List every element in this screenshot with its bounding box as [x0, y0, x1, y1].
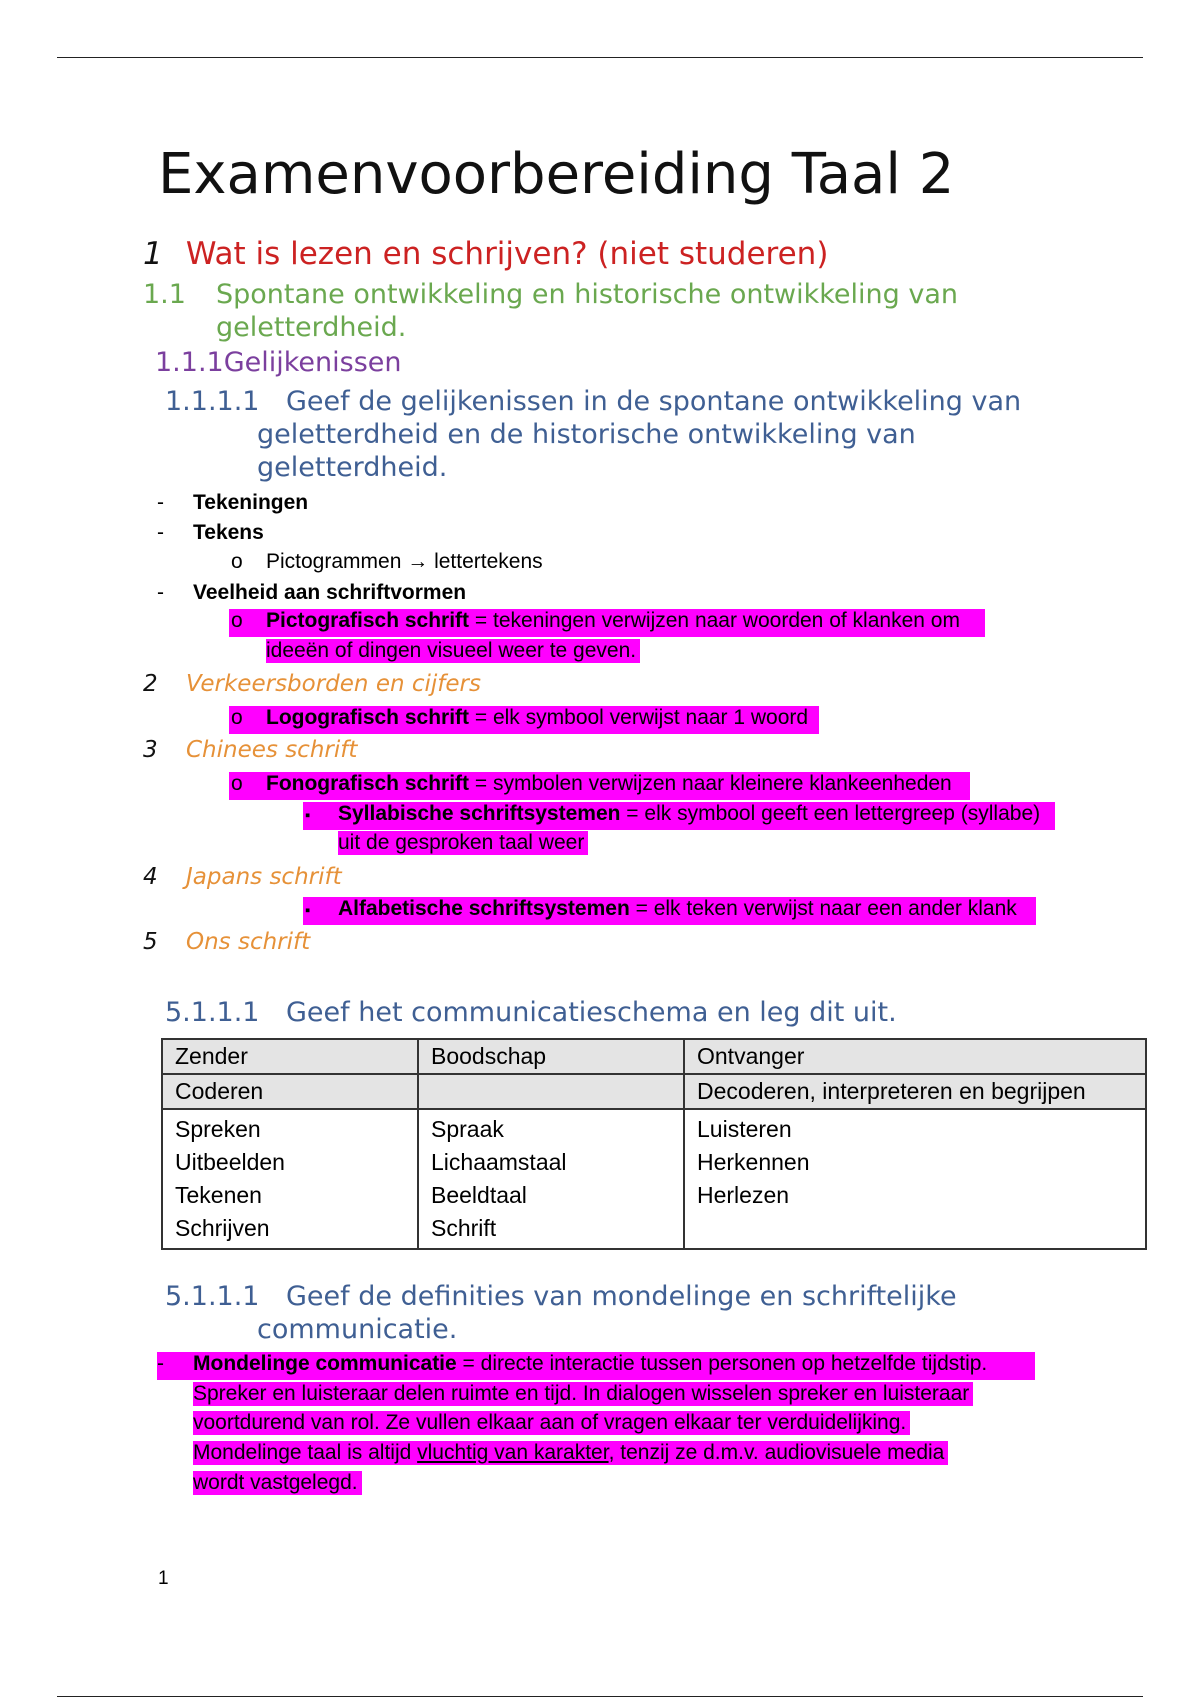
list-item-tekeningen: Tekeningen [193, 491, 309, 514]
question-1-number: 1.1.1.1 [165, 386, 260, 417]
highlight-alfabetisch: ▪ Alfabetische schriftsystemen = elk teken verwijst naar een ander klank [303, 897, 1036, 925]
highlight-mondeling-line5: wordt vastgelegd. [193, 1471, 362, 1495]
heading-1: 1 Wat is lezen en schrijven? (niet studeren) [143, 236, 829, 272]
table-row [162, 1074, 1146, 1109]
bullet-dash: - [157, 521, 164, 544]
question-3: Geef de definities van mondelinge en schriftelijke communicatie. [257, 1281, 957, 1345]
table-cell [418, 1074, 684, 1109]
highlight-mondeling: - Mondelinge communicatie = directe interactie tussen personen op hetzelfde tijdstip. [157, 1352, 1035, 1380]
table-row [162, 1109, 1146, 1249]
numbered-heading-number: 3 [143, 737, 158, 763]
highlight-pictografisch: o Pictografisch schrift = tekeningen verwijzen naar woorden of klanken om [229, 609, 985, 637]
table-header-cell: Boodschap [418, 1039, 684, 1074]
highlight-mondeling-line2: Spreker en luisteraar delen ruimte en tijd. In dialogen wisselen spreker en luisteraar [193, 1382, 973, 1406]
highlight-mondeling-line3: voortdurend van rol. Ze vullen elkaar aan of vragen elkaar ter verduidelijking. [193, 1411, 910, 1435]
numbered-heading-number: 5 [143, 929, 158, 955]
bullet-dash: - [157, 491, 164, 514]
table-cell: Spreken Uitbeelden Tekenen Schrijven [162, 1109, 418, 1249]
table-cell: Luisteren Herkennen Herlezen [684, 1109, 1146, 1249]
document-title: Examenvoorbereiding Taal 2 [158, 142, 955, 207]
question-2-number: 5.1.1.1 [165, 997, 260, 1028]
communication-schema-table [161, 1038, 1147, 1250]
header-rule [57, 57, 1143, 58]
highlight-mondeling-line4: Mondelinge taal is altijd vluchtig van karakter, tenzij ze d.m.v. audiovisuele media [193, 1441, 948, 1465]
table-cell: Decoderen, interpreteren en begrijpen [684, 1074, 1146, 1109]
bullet-circle: o [231, 550, 243, 573]
heading-1-1: Spontane ontwikkeling en historische ontwikkeling van geletterdheid. [216, 279, 959, 343]
footer-rule [57, 1696, 1143, 1697]
highlight-pictografisch-line2: ideeën of dingen visueel weer te geven. [266, 639, 640, 663]
table-cell: Coderen [162, 1074, 418, 1109]
list-item-tekens: Tekens [193, 521, 264, 544]
numbered-heading: Ons schrift [186, 929, 311, 955]
question-3-number: 5.1.1.1 [165, 1281, 260, 1312]
sub-item-pictogrammen: Pictogrammen → lettertekens [266, 550, 543, 573]
table-header-cell: Ontvanger [684, 1039, 1146, 1074]
question-1: Geef de gelijkenissen in de spontane ontwikkeling van geletterdheid en de historische ontwikkeling van geletterdheid. [257, 386, 1022, 483]
bullet-dash: - [157, 581, 164, 604]
highlight-logografisch: o Logografisch schrift = elk symbool verwijst naar 1 woord [229, 706, 819, 734]
numbered-heading-number: 4 [143, 864, 158, 890]
page-number: 1 [158, 1568, 169, 1589]
table-header-cell: Zender [162, 1039, 418, 1074]
heading-1-1-number: 1.1 [143, 279, 186, 310]
numbered-heading: Chinees schrift [186, 737, 358, 763]
highlight-syllabisch-line2: uit de gesproken taal weer [338, 831, 588, 855]
numbered-heading: Japans schrift [186, 864, 342, 890]
arrow-right-icon: → [407, 550, 429, 573]
highlight-fonografisch: o Fonografisch schrift = symbolen verwijzen naar kleinere klankeenheden [229, 772, 970, 800]
question-2: Geef het communicatieschema en leg dit uit. [286, 997, 897, 1028]
numbered-heading-number: 2 [143, 671, 158, 697]
heading-1-1-1: 1.1.1Gelijkenissen [155, 347, 402, 378]
list-item-veelheid: Veelheid aan schriftvormen [193, 581, 467, 604]
table-row [162, 1039, 1146, 1074]
highlight-syllabisch: ▪ Syllabische schriftsystemen = elk symbool geeft een lettergreep (syllabe) [303, 802, 1055, 830]
numbered-heading: Verkeersborden en cijfers [186, 671, 481, 697]
table-cell: Spraak Lichaamstaal Beeldtaal Schrift [418, 1109, 684, 1249]
